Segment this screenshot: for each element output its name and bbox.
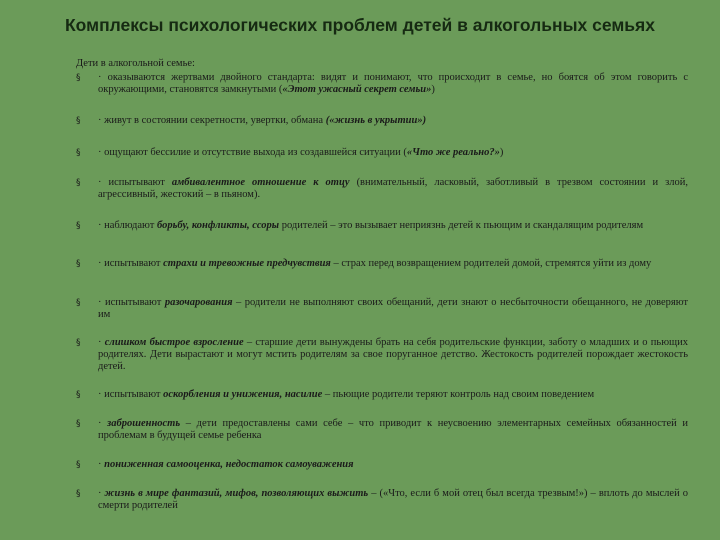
bullet-icon: § xyxy=(76,73,81,83)
list-item: § · оказываются жертвами двойного стандарта: видят и понимают, что происходит в семье, но боятся об этом говорить с окружающими, становятся замкнутыми («Этот ужасный секрет семьи») xyxy=(76,72,688,95)
list-item: § · заброшенность – дети предоставлены сами себе – что приводит к неусвоению элементарных семейных обязанностей и проблемам в будущей семье ребенка xyxy=(76,418,688,441)
slide-title: Комплексы психологических проблем детей в алкогольных семьях xyxy=(64,15,655,35)
bullet-icon: § xyxy=(76,148,81,158)
list-item: § · испытывают разочарования – родители не выполняют своих обещаний, дети знают о несбыточности обещанного, не доверяют им xyxy=(76,297,689,320)
list-item: § · наблюдают борьбу, конфликты, ссоры родителей – это вызывает неприязнь детей к пьющим и скандалящим родителям xyxy=(76,220,644,231)
bullet-icon: § xyxy=(76,221,81,231)
list-item: § · испытывают оскорбления и унижения, насилие – пьющие родители теряют контроль над своим поведением xyxy=(76,389,595,400)
bullet-icon: § xyxy=(76,298,81,308)
bullet-icon: § xyxy=(76,178,81,188)
bullet-icon: § xyxy=(76,338,81,348)
bullet-icon: § xyxy=(76,116,81,126)
list-item: § · испытывают страхи и тревожные предчувствия – страх перед возвращением родителей домой, стремятся уйти из дому xyxy=(76,258,652,269)
list-item: § · слишком быстрое взросление – старшие дети вынуждены брать на себя родительские функции, заботу о младших и о пьющих родителях. Дети вырастают и могут мстить родителям за свое поруганное детство. Жестокость родителей порождает жестокость детей. xyxy=(76,337,688,372)
list-item: § · ощущают бессилие и отсутствие выхода из создавшейся ситуации («Что же реально?») xyxy=(76,147,504,158)
bullet-icon: § xyxy=(76,259,81,269)
intro-text: Дети в алкогольной семье: xyxy=(76,58,195,69)
bullet-icon: § xyxy=(76,489,81,499)
list-item: § · жизнь в мире фантазий, мифов, позволяющих выжить – («Что, если б мой отец был всегда трезвым!») – вплоть до мыслей о смерти родителей xyxy=(76,488,688,511)
list-item: § · испытывают амбивалентное отношение к отцу (внимательный, ласковый, заботливый в трезвом состоянии и злой, агрессивный, жестокий – в пьяном). xyxy=(76,177,688,200)
list-item: § · пониженная самооценка, недостаток самоуважения xyxy=(76,459,354,470)
list-item: § · живут в состоянии секретности, увертки, обмана («жизнь в укрытии») xyxy=(76,115,427,126)
bullet-icon: § xyxy=(76,419,81,429)
bullet-icon: § xyxy=(76,390,81,400)
bullet-icon: § xyxy=(76,460,81,470)
